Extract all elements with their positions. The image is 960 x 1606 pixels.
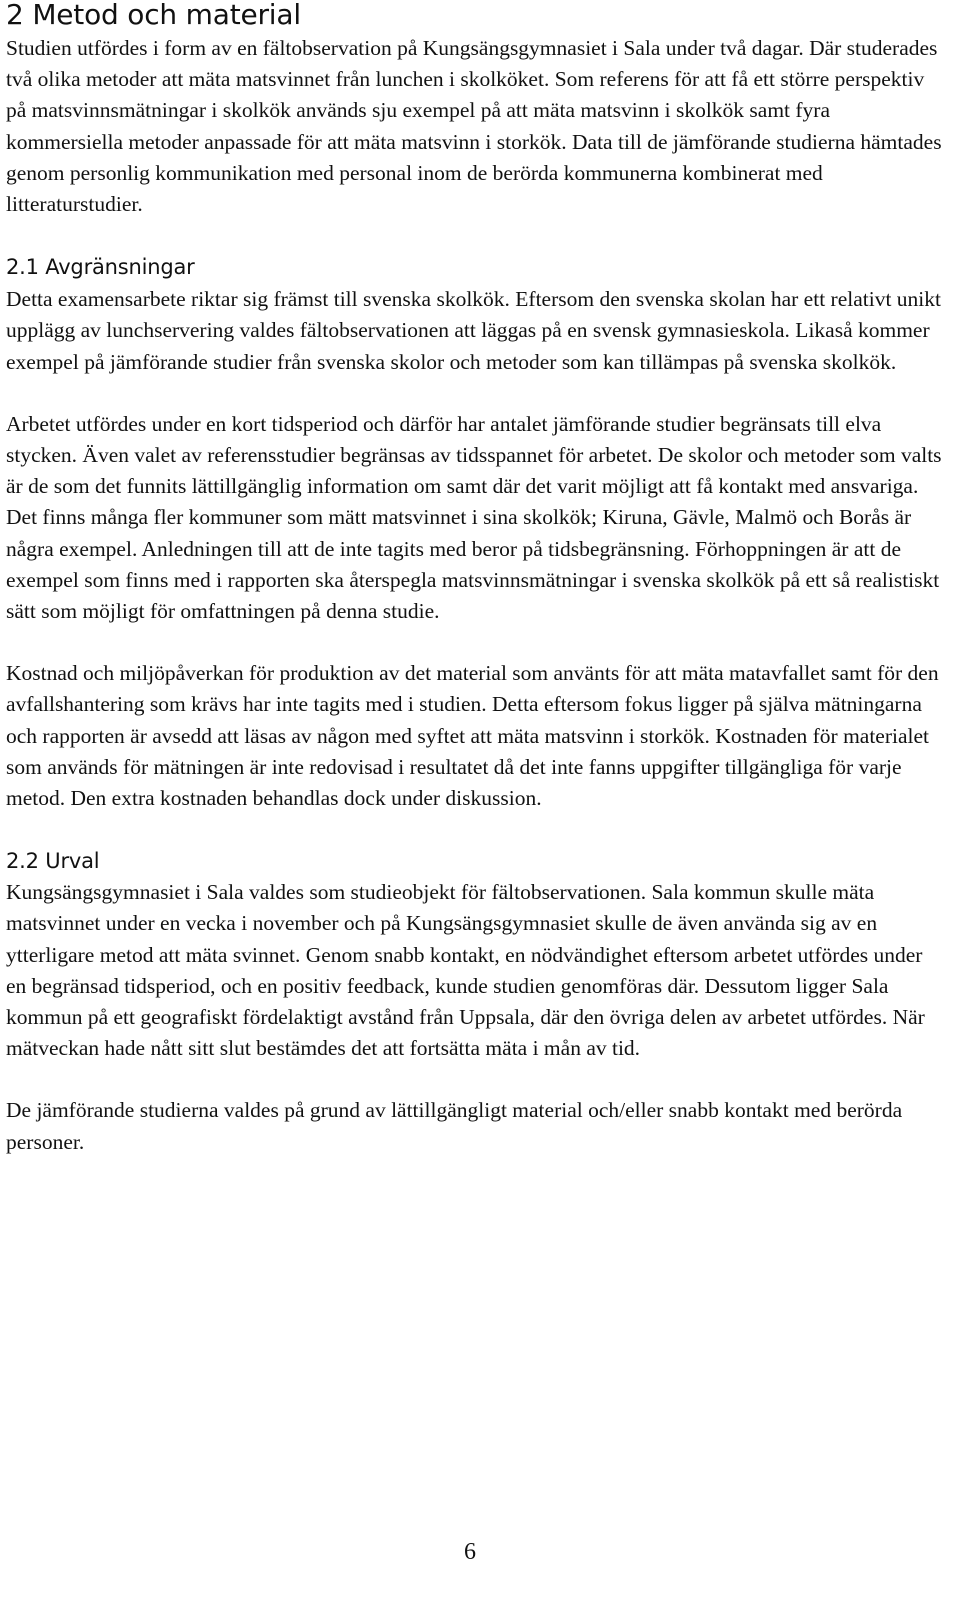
page-number: 6: [464, 1539, 476, 1565]
paragraph-comparative-studies: De jämförande studierna valdes på grund av lättillgängligt material och/eller snabb kontakt med berörda personer.: [6, 1098, 903, 1154]
section-heading-metod-och-material: 2 Metod och material: [6, 0, 301, 31]
paragraph-time-limitation: Arbetet utfördes under en kort tidsperiod och därför har antalet jämförande studier begränsats till elva stycken. Även valet av referensstudier begränsas av tidsspannet för arbetet. De skolor och metoder som valts är de som det funnits lättillgänglig information om samt där det varit möjligt att få kontakt med ansvariga. Det finns många fler kommuner som mätt matsvinnet i sina skolkök; Kiruna, Gävle, Malmö och Borås är några exempel. Anledningen till att de inte tagits med beror på tidsbegränsning. Förhoppningen är att de exempel som finns med i rapporten ska återspegla matsvinnsmätningar i svenska skolkök på ett så realistiskt sätt som möjligt för omfattningen på denna studie.: [6, 411, 942, 624]
page-content: [6, 0, 946, 1158]
section-heading-avgransningar: 2.1 Avgränsningar: [6, 255, 195, 280]
paragraph-cost-limitation: Kostnad och miljöpåverkan för produktion av det material som använts för att mäta matavfallet samt för den avfallshantering som krävs har inte tagits med i studien. Detta eftersom fokus ligger på själva mätningarna och rapporten är avsedd att läsas av någon med syftet att mäta matsvinn i storkök. Kostnaden för materialet som används för mätningen är inte redovisad i resultatet då det inte fanns uppgifter tillgängliga för varje metod. Den extra kostnaden behandlas dock under diskussion.: [6, 661, 939, 811]
section-heading-urval: 2.2 Urval: [6, 849, 100, 874]
paragraph-scope: Detta examensarbete riktar sig främst till svenska skolkök. Eftersom den svenska skolan har ett relativt unikt upplägg av lunchservering valdes fältobservationen att läggas på en svensk gymnasieskola. Likaså kommer exempel på jämförande studier från svenska skolor och metoder som kan tillämpas på svenska skolkök.: [6, 287, 941, 374]
paragraph-study-description: Studien utfördes i form av en fältobservation på Kungsängsgymnasiet i Sala under två dagar. Där studerades två olika metoder att mäta matsvinnet från lunchen i skolköket. Som referens för att få ett större perspektiv på matsvinnsmätningar i skolkök används sju exempel på att mäta matsvinn i skolkök samt fyra kommersiella metoder anpassade för att mäta matsvinn i storkök. Data till de jämförande studierna hämtades genom personlig kommunikation med personal inom de berörda kommunerna kombinerat med litteraturstudier.: [6, 36, 942, 217]
paragraph-selection: Kungsängsgymnasiet i Sala valdes som studieobjekt för fältobservationen. Sala kommun skulle mäta matsvinnet under en vecka i november och på Kungsängsgymnasiet skulle de även använda sig av en ytterligare metod att mäta svinnet. Genom snabb kontakt, en nödvändighet eftersom arbetet utfördes under en begränsad tidsperiod, och en positiv feedback, kunde studien genomföras där. Dessutom ligger Sala kommun på ett geografiskt fördelaktigt avstånd från Uppsala, där den övriga delen av arbetet utfördes. När mätveckan hade nått sitt slut bestämdes det att fortsätta mäta i mån av tid.: [6, 880, 925, 1061]
